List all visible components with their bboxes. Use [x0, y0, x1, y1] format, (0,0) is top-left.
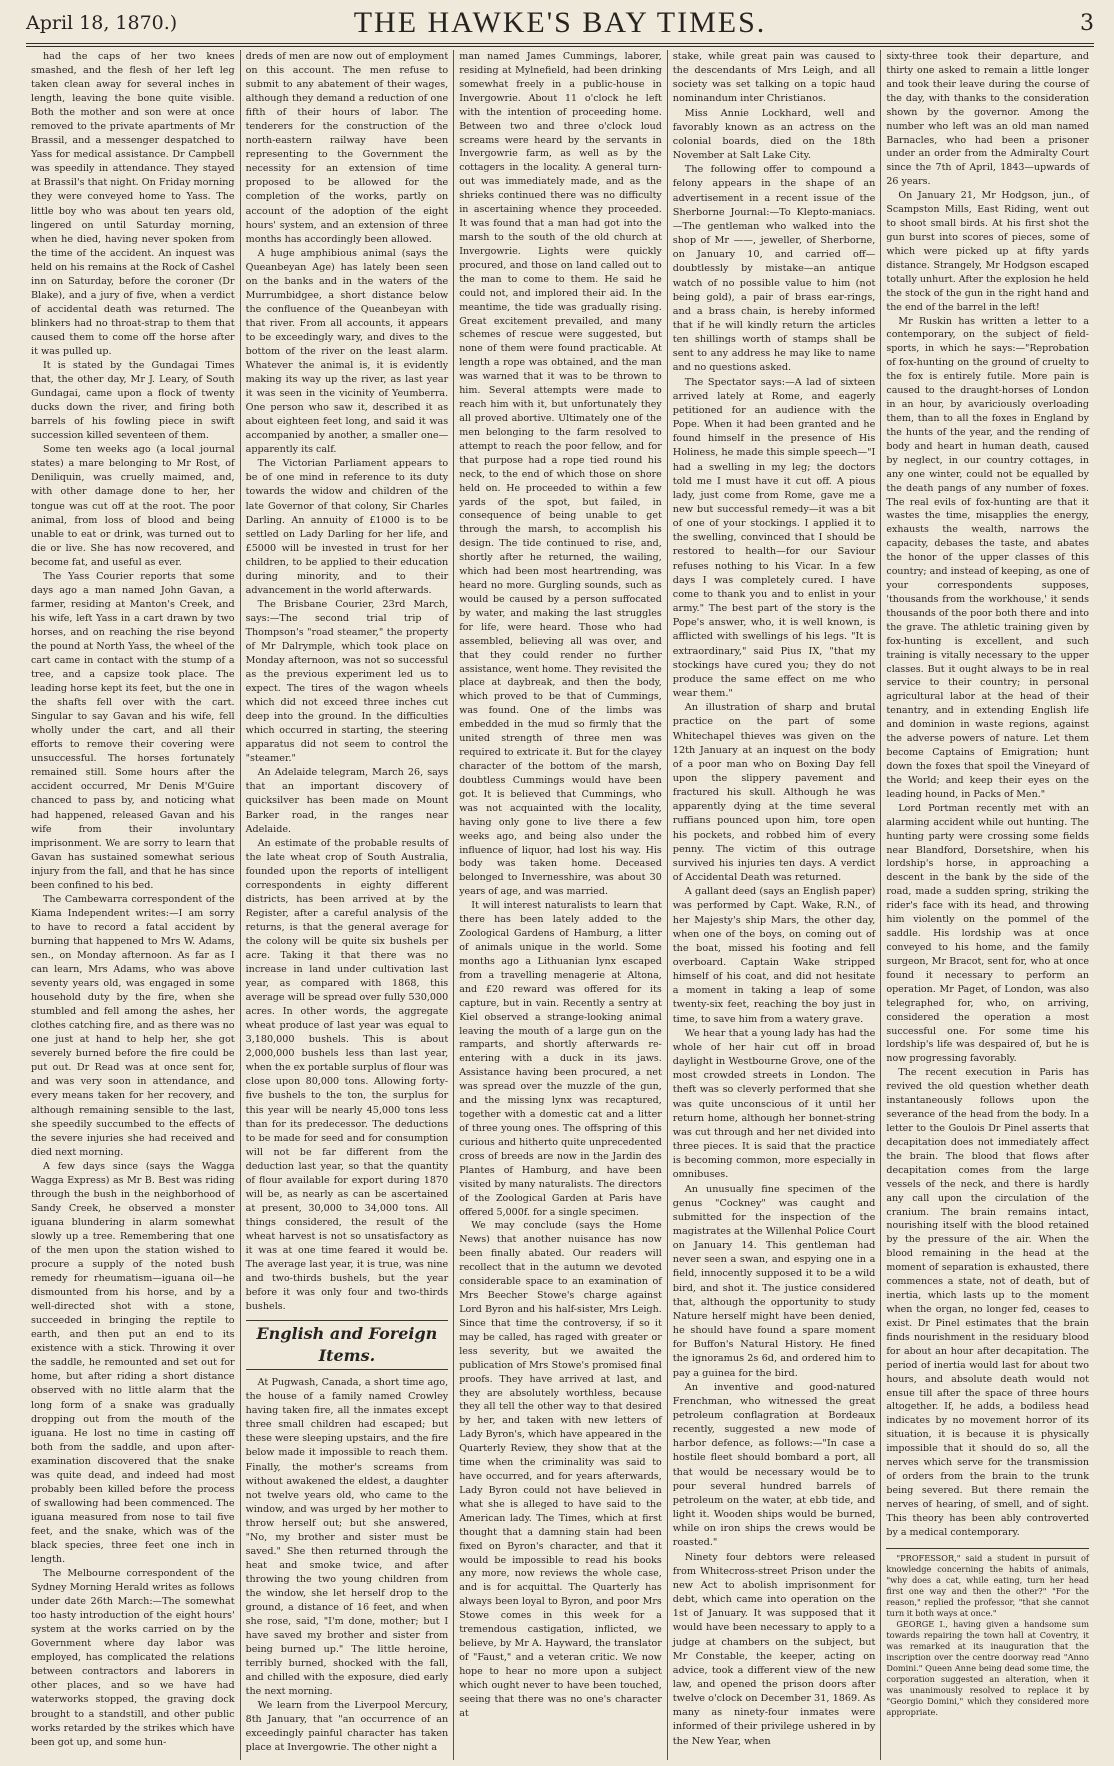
article-paragraph: We hear that a young lady has had the whole of her hair cut off in broad daylight in Westbourne Grove, one of the most crowded streets in London. The theft was so cleverly performed that she was quite unconscious of it until her return home, although her bonnet-string was cut through and her net divided into three pieces. It is said that the practice is becoming common, more especially in omnibuses.: [672, 1027, 876, 1181]
article-paragraph: It is stated by the Gundagai Times that, the other day, Mr J. Leary, of South Gundagai, came upon a flock of twenty ducks down the river, and firing both barrels of his fowling piece in swift succession killed seventeen of them.: [31, 360, 235, 442]
article-paragraph: We may conclude (says the Home News) that another nuisance has now been finally abated. Our readers will recollect that in the autumn we devoted considerable space to an examination of Mrs Beecher Stowe's charge against Lord Byron and his half-sister, Mrs Leigh. Since that time the controversy, if so it may be called, has raged with greater or less severity, but we awaited the publication of Mrs Stowe's promised final proofs. They have arrived at last, and they are absolutely worthless, because they all tell the other way to that desired by her, and taken with new letters of Lady Byron's, which have appeared in the Quarterly Review, they show that at the time when the criminality was said to have occurred, and for years afterwards, Lady Byron could not have believed in what she is alleged to have said to the American lady. The Times, which at first thought that a damning stain had been fixed on Byron's character, and that it would be impossible to read his books any more, now reviews the whole case, and is for acquittal. The Quarterly has always been loyal to Byron, and poor Mrs Stowe comes in this week for a tremendous castigation, inflicted, we believe, by Mr A. Hayward, the translator of "Faust," and a veteran critic. We now hope to hear no more upon a subject which ought never to have been touched, seeing that there was no one's character at: [459, 1220, 662, 1719]
article-paragraph: dreds of men are now out of employment on this account. The men refuse to submit to any abatement of their wages, although they demand a reduction of one fifth of their hours of labor. The tenderers for the construction of the north-eastern railway have been representing to the Government the necessity for an extension of time proposed to be allowed for the completion of the works, partly on account of the adoption of the eight hours' system, and an extension of three months has accordingly been allowed.: [245, 51, 449, 245]
issue-date: April 18, 1870.): [26, 12, 178, 34]
article-paragraph: The following offer to compound a felony appears in the shape of an advertisement in a recent issue of the Sherborne Journal:—To Klepto-maniacs.—The gentleman who walked into the shop of Mr ——, jeweller, of Sherborne, on January 10, and carried off—doubtlessly by mistake—an antique watch of no possible value to him (not being gold), a pair of brass ear-rings, and a brass chain, is hereby informed that if he will kindly return the articles ten shillings worth of stamps shall be sent to any address he may like to name and no questions asked.: [672, 164, 876, 374]
article-paragraph: man named James Cummings, laborer, residing at Mylnefield, had been drinking somewhat freely in a public-house in Invergowrie. About 11 o'clock he left with the intention of proceeding home. Between two and three o'clock loud screams were heard by the servants in Invergowrie farm, as well as by the cottagers in the locality. A general turn-out was immediately made, and as the shrieks continued there was no difficulty in ascertaining whence they proceeded. It was found that a man had got into the marsh to the south of the old church at Invergowrie. Lights were quickly procured, and those on land called out to the man to come to them. He said he could not, and implored their aid. In the meantime, the tide was gradually rising. Great excitement prevailed, and many schemes of rescue were suggested, but none of them were found practicable. At length a rope was obtained, and the man was warned that it was to be thrown to him. Several attempts were made to reach him with it, but unfortunately they all proved abortive. Ultimately one of the men belonging to the farm resolved to attempt to reach the poor fellow, and for that purpose had a rope tied round his neck, to the end of which those on shore held on. He proceeded to within a few yards of the spot, but failed, in consequence of being unable to get through the marsh, to accomplish his design. The tide continued to rise, and, shortly after he returned, the wailing, which had been most heartrending, was heard no more. Gurgling sounds, such as would be caused by a person suffocated by water, and making the last struggles for life, were heard. Those who had assembled, believing all was over, and that they could render no further assistance, went home. They revisited the place at daybreak, and then the body, which proved to be that of Cummings, was found. One of the limbs was embedded in the mud so firmly that the united strength of three men was required to extricate it. But for the clayey character of the bottom of the marsh, doubtless Cummings would have been got. It is believed that Cummings, who was not acquainted with the locality, having only gone to live there a few weeks ago, and being also under the influence of liquor, had lost his way. His body was taken home. Deceased belonged to Invernesshire, was about 30 years of age, and was married.: [459, 51, 662, 898]
article-paragraph: A huge amphibious animal (says the Queanbeyan Age) has lately been seen on the banks and in the waters of the Murrumbidgee, a short distance below the confluence of the Queanbeyan with that river. From all accounts, it appears to be exceedingly wary, and dives to the bottom of the river on the least alarm. Whatever the animal is, it is evidently making its way up the river, as last year it was seen in the vicinity of Yeumberra. One person who saw it, described it as about eighteen feet long, and said it was accompanied by another, a smaller one—apparently its calf.: [245, 247, 449, 456]
article-paragraph: Lord Portman recently met with an alarming accident while out hunting. The hunting party were crossing some fields near Blandford, Dorsetshire, when his lordship's horse, in approaching a descent in the bank by the side of the road, made a sudden spring, striking the rider's face with its head, and throwing him violently on the pommel of the saddle. His lordship was at once conveyed to his home, and the family surgeon, Mr Bracot, sent for, who at once found it necessary to perform an operation. Mr Paget, of London, was also telegraphed for, who, on arriving, considered the operation a most successful one. For some time his lordship's life was despaired of, but he is now progressing favorably.: [886, 802, 1089, 1065]
column-4: [667, 50, 881, 1760]
article-paragraph: "PROFESSOR," said a student in pursuit of knowledge concerning the habits of animals, "why does a cat, while eating, turn her head first one way and then the other?" "For the reason," replied the professor, "that she cannot turn it both ways at once.": [886, 1552, 1089, 1618]
article-paragraph: We learn from the Liverpool Mercury, 8th January, that "an occurrence of an exceedingly painful character has taken place at Invergowrie. The other night a: [245, 1700, 449, 1754]
column-5: [880, 50, 1094, 1760]
article-paragraph: The Yass Courier reports that some days ago a man named John Gavan, a farmer, residing at Manton's Creek, and his wife, left Yass in a cart drawn by two horses, and on reaching the rise beyond the pound at North Yass, the wheel of the cart came in contact with the stump of a tree, and a capsize took place. The leading horse kept its feet, but the one in the shafts fell over with the cart. Singular to say Gavan and his wife, fell wholly under the cart, and all their efforts to remove their covering were unsuccessful. The horses fortunately remained still. Some hours after the accident occurred, Mr Denis M'Guire chanced to pass by, and noticing what had happened, released Gavan and his wife from their involuntary imprisonment. We are sorry to learn that Gavan has sustained somewhat serious injury from the fall, and that he has since been confined to his bed.: [31, 570, 235, 891]
article-paragraph: sixty-three took their departure, and thirty one asked to remain a little longer and took their leave during the course of the day, with thanks to the consideration shown by the governor. Among the number who left was an old man named Barnacles, who had been a prisoner under an order from the Admiralty Court since the 7th of April, 1843—upwards of 26 years.: [886, 51, 1089, 188]
section-heading: English and Foreign Items.: [246, 1320, 449, 1370]
article-paragraph: A few days since (says the Wagga Wagga Express) as Mr B. Best was riding through the bush in the neighborhood of Sandy Creek, he observed a monster iguana blundering in alarm somewhat slowly up a tree. Remembering that one of the men upon the station wished to procure a supply of the noted bush remedy for rheumatism—iguana oil—he dismounted from his horse, and by a well-directed shot with a stone, succeeded in bringing the reptile to earth, and then put an end to its existence with a stick. Throwing it over the saddle, he remounted and set out for home, but after riding a short distance observed with no little alarm that the long form of a snake was gradually dropping out from the mouth of the iguana. He lost no time in casting off both from the saddle, and upon after-examination discovered that the snake was quite dead, and indeed had most probably been killed before the process of swallowing had been commenced. The iguana measured from nose to tail five feet, and the snake, which was of the black species, three feet one inch in length.: [31, 1160, 235, 1566]
article-paragraph: The Cambewarra correspondent of the Kiama Independent writes:—I am sorry to have to record a fatal accident by burning that happened to Mrs W. Adams, sen., on Monday afternoon. As far as I can learn, Mrs Adams, who was above seventy years old, was engaged in some household duty by the fire, when she stumbled and fell among the ashes, her clothes catching fire, and as there was no one just at hand to help her, she got severely burned before the fire could be put out. Dr Read was at once sent for, and was very soon in attendance, and every means taken for her recovery, and although remaining sensible to the last, she speedily succumbed to the effects of the severe injuries she had received and died next morning.: [31, 893, 235, 1158]
masthead: [26, 6, 1094, 40]
article-paragraph: had the caps of her two knees smashed, and the flesh of her left leg taken clean away for several inches in length, leaving the bone quite visible. Both the mother and son were at once removed to the private apartments of Mr Brassil, and a messenger despatched to Yass for medical assistance. Dr Campbell was speedily in attendance. They stayed at Brassil's that night. On Friday morning they were conveyed home to Yass. The little boy who was about ten years old, lingered on until Saturday morning, when he died, having never spoken from the time of the accident. An inquest was held on his remains at the Rock of Cashel inn on Saturday, before the coroner (Dr Blake), and a jury of five, when a verdict of accidental death was returned. The blinkers had no throat-strap to them that caused them to come off the horse after it was pulled up.: [31, 51, 235, 357]
article-paragraph: An illustration of sharp and brutal practice on the part of some Whitechapel thieves was given on the 12th January at an inquest on the body of a poor man who on Boxing Day fell upon the slippery pavement and fractured his skull. Although he was apparently dying at the time several ruffians pounced upon him, tore open his pockets, and robbed him of every penny. The victim of this outrage survived his injuries ten days. A verdict of Accidental Death was returned.: [672, 702, 876, 884]
article-paragraph: GEORGE I., having given a handsome sum towards repairing the town hall at Coventry, it was remarked at its inauguration that the inscription over the centre doorway read "Anno Domini." Queen Anne being dead some time, the corporation suggested an alteration, when it was unanimously resolved to replace it by "Georgio Domini," which they considered more appropriate.: [886, 1618, 1089, 1717]
article-paragraph: Some ten weeks ago (a local journal states) a mare belonging to Mr Rost, of Deniliquin, was cruelly maimed, and, with other damage done to her, her tongue was cut off at the root. The poor animal, from loss of blood and being unable to eat or drink, was turned out to die or live. She has now recovered, and become fat, and useful as ever.: [31, 444, 235, 568]
article-paragraph: Ninety four debtors were released from Whitecross-street Prison under the new Act to abolish imprisonment for debt, which came into operation on the 1st of January. It was supposed that it would have been necessary to apply to a judge at chambers on the subject, but Mr Constable, the keeper, acting on advice, took a different view of the new law, and opened the prison doors after twelve o'clock on December 31, 1869. As many as ninety-four inmates were informed of their privilege ushered in by the New Year, when: [672, 1551, 876, 1747]
article-paragraph: The Spectator says:—A lad of sixteen arrived lately at Rome, and eagerly petitioned for an audience with the Pope. When it had been granted and he found himself in the presence of His Holiness, he made this simple speech—"I had a swelling in my leg; the doctors told me I must have it cut off. A pious lady, just come from Rome, gave me a new but successful remedy—it was a bit of one of your stockings. I applied it to the swelling, convinced that I should be restored to health—for our Saviour refuses nothing to his Vicar. In a few days I was completely cured. I have come to thank you and to enlist in your army." The best part of the story is the Pope's answer, who, it is well known, is afflicted with swellings of his legs. "It is extraordinary," said Pius IX, "that my stockings have cured you; they do not produce the same effect on me who wear them.": [672, 376, 876, 700]
article-paragraph: At Pugwash, Canada, a short time ago, the house of a family named Crowley having taken fire, all the inmates except three small children had escaped; but these were sleeping upstairs, and the fire below made it impossible to reach them. Finally, the mother's screams from without awakened the eldest, a daughter not twelve years old, who came to the window, and was urged by her mother to throw herself out; but she answered, "No, my brother and sister must be saved." She then returned through the heat and smoke twice, and after throwing the two young children from the window, she let herself drop to the ground, a distance of 16 feet, and when she rose, said, "I'm done, mother; but I have saved my brother and sister from being burned up." The little heroine, terribly burned, shocked with the fall, and chilled with the exposure, died early the next morning.: [245, 1377, 449, 1698]
article-paragraph: An unusually fine specimen of the genus "Cockney" was caught and submitted for the inspection of the magistrates at the Willenhal Police Court on January 14. This gentleman had never seen a swan, and espying one in a field, innocently supposed it to be a wild bird, and shot it. The justice considered that, although the opportunity to study Nature herself might have been denied, he should have found a spare moment for Buffon's Natural History. He fined the ignoramus 2s 6d, and ordered him to pay a guinea for the bird.: [672, 1183, 876, 1379]
article-paragraph: Mr Ruskin has written a letter to a contemporary, on the subject of field-sports, in which he says:—"Reprobation of fox-hunting on the ground of cruelty to the fox is entirely futile. More pain is caused to the draught-horses of London in an hour, by avariciously overloading them, than to all the foxes in England by the hunts of the year, and the rending of body and heart in human death, caused by neglect, in our country cottages, in any one winter, could not be equalled by the death pangs of any number of foxes. The real evils of fox-hunting are that it wastes the time, misapplies the energy, exhausts the wealth, narrows the capacity, debases the taste, and abates the honor of the upper classes of this country; and instead of keeping, as one of your correspondents supposes, 'thousands from the workhouse,' it sends thousands of the poor both there and into the grave. The athletic training given by fox-hunting is excellent, and such training is vitally necessary to the upper classes. But it ought always to be in real service to their country; in personal agricultural labor at the head of their tenantry, and in extending English life and dominion in waste regions, against the adverse powers of nature. Let them become Captains of Emigration; hunt down the foxes that spoil the Vineyard of the World; and keep their eyes on the leading hound, in Packs of Men.": [886, 315, 1089, 800]
footnotes: [886, 1548, 1089, 1718]
article-paragraph: The Brisbane Courier, 23rd March, says:—The second trial trip of Thompson's "road steamer," the property of Mr Dalrymple, which took place on Monday afternoon, was not so successful as the previous experiment led us to expect. The tires of the wagon wheels which did not exceed three inches cut deep into the ground. In the difficulties which occurred in starting, the steering apparatus did not seem to control the "steamer.": [245, 598, 449, 765]
column-2: [240, 50, 454, 1760]
column-1: [26, 50, 240, 1760]
newspaper-title: THE HAWKE'S BAY TIMES.: [353, 6, 767, 39]
article-paragraph: Miss Annie Lockhard, well and favorably known as an actress on the colonial boards, died on the 18th November at Salt Lake City.: [672, 107, 876, 162]
article-columns: [26, 50, 1094, 1760]
article-paragraph: stake, while great pain was caused to the descendants of Mrs Leigh, and all society was set talking on a topic haud nominandum inter Christianos.: [672, 51, 876, 105]
page-number: 3: [1080, 10, 1094, 36]
column-3: [453, 50, 667, 1760]
article-paragraph: An estimate of the probable results of the late wheat crop of South Australia, founded upon the reports of intelligent correspondents in eighty different districts, has been arrived at by the Register, after a careful analysis of the returns, is that the general average for the colony will be quite six bushels per acre. Taking it that there was no increase in land under cultivation last year, as compared with 1868, this average will be spread over fully 530,000 acres. In other words, the aggregate wheat produce of last year was equal to 3,180,000 bushels. This is about 2,000,000 bushels less than last year, when the ex portable surplus of flour was close upon 80,000 tons. Allowing forty-five bushels to the ton, the surplus for this year will be nearly 45,000 tons less than for its predecessor. The deductions to be made for seed and for consumption will not be far different from the deduction last year, so that the quantity of flour available for export during 1870 will be, as nearly as can be ascertained at present, 30,000 to 34,000 tons. All things considered, the result of the wheat harvest is not so unsatisfactory as it was at one time feared it would be. The average last year, it is true, was nine and two-thirds bushels, but the year before it was only four and two-thirds bushels.: [245, 837, 449, 1313]
article-paragraph: The recent execution in Paris has revived the old question whether death instantaneously follows upon the severance of the head from the body. In a letter to the Goulois Dr Pinel asserts that decapitation does not immediately affect the brain. The blood that flows after decapitation comes from the large vessels of the neck, and there is hardly any call upon the circulation of the cranium. The brain remains intact, nourishing itself with the blood retained by the pressure of the air. When the blood remaining in the head at the moment of separation is exhausted, there commences a state, not of death, but of inertia, which lasts up to the moment when the organ, no longer fed, ceases to exist. Dr Pinel estimates that the brain finds nourishment in the residuary blood for about an hour after decapitation. The period of inertia would last for about two hours, and absolute death would not ensue till after the space of three hours altogether. If, he adds, a bodiless head indicates by no movement horror of its situation, it is because it is physically impossible that it should do so, all the nerves which serve for the transmission of orders from the brain to the trunk being severed. But there remain the nerves of hearing, of smell, and of sight. This theory has been ably controverted by a medical contemporary.: [886, 1067, 1089, 1538]
article-paragraph: A gallant deed (says an English paper) was performed by Capt. Wake, R.N., of her Majesty's ship Mars, the other day, when one of the boys, on coming out of the boat, missed his footing and fell overboard. Captain Wake stripped himself of his coat, and did not hesitate a moment in taking a leap of some twenty-six feet, reaching the boy just in time, to save him from a watery grave.: [672, 886, 876, 1025]
article-paragraph: The Victorian Parliament appears to be of one mind in reference to its duty towards the widow and children of the late Governor of that colony, Sir Charles Darling. An annuity of £1000 is to be settled on Lady Darling for her life, and £5000 will be invested in trust for her children, to be applied to their education during minority, and to their advancement in the world afterwards.: [245, 458, 449, 596]
article-paragraph: On January 21, Mr Hodgson, jun., of Scampston Mills, East Riding, went out to shoot small birds. At his first shot the gun burst into scores of pieces, some of which were picked up at fifty yards distance. Strangely, Mr Hodgson escaped totally unhurt. After the explosion he held the stock of the gun in the right hand and the end of the barrel in the left!: [886, 190, 1089, 313]
article-paragraph: The Melbourne correspondent of the Sydney Morning Herald writes as follows under date 26th March:—The somewhat too hasty introduction of the eight hours' system at the works carried on by the Government where day labor was employed, has complicated the relations between contractors and laborers in other places, and so we have had waterworks stopped, the graving dock brought to a standstill, and other public works retarded by the strikes which have been got up, and some hun-: [31, 1568, 235, 1748]
article-paragraph: An inventive and good-natured Frenchman, who witnessed the great petroleum conflagration at Bordeaux recently, suggested a new mode of harbor defence, as follows:—"In case a hostile fleet should bombard a port, all that would be necessary would be to pour several hundred barrels of petroleum on the water, at ebb tide, and light it. Wooden ships would be burned, while on iron ships the crews would be roasted.": [672, 1381, 876, 1549]
article-paragraph: It will interest naturalists to learn that there has been lately added to the Zoological Gardens of Hamburg, a litter of animals unique in the world. Some months ago a Lithuanian lynx escaped from a travelling menagerie at Altona, and £20 reward was offered for its capture, but in vain. Recently a sentry at Kiel observed a strange-looking animal leaving the mouth of a large gun on the ramparts, and shortly afterwards re-entering with a duck in its jaws. Assistance having been procured, a net was spread over the muzzle of the gun, and the missing lynx was recaptured, together with a domestic cat and a litter of three young ones. The offspring of this curious and hitherto quite unprecedented cross of breeds are now in the Jardin des Plantes of Hamburg, and have been visited by many naturalists. The directors of the Zoological Garden at Paris have offered 5,000f. for a single specimen.: [459, 900, 662, 1218]
masthead-rule-top: [26, 43, 1094, 44]
article-paragraph: An Adelaide telegram, March 26, says that an important discovery of quicksilver has been made on Mount Barker road, in the ranges near Adelaide.: [245, 767, 449, 835]
masthead-rule-bottom: [26, 46, 1094, 47]
